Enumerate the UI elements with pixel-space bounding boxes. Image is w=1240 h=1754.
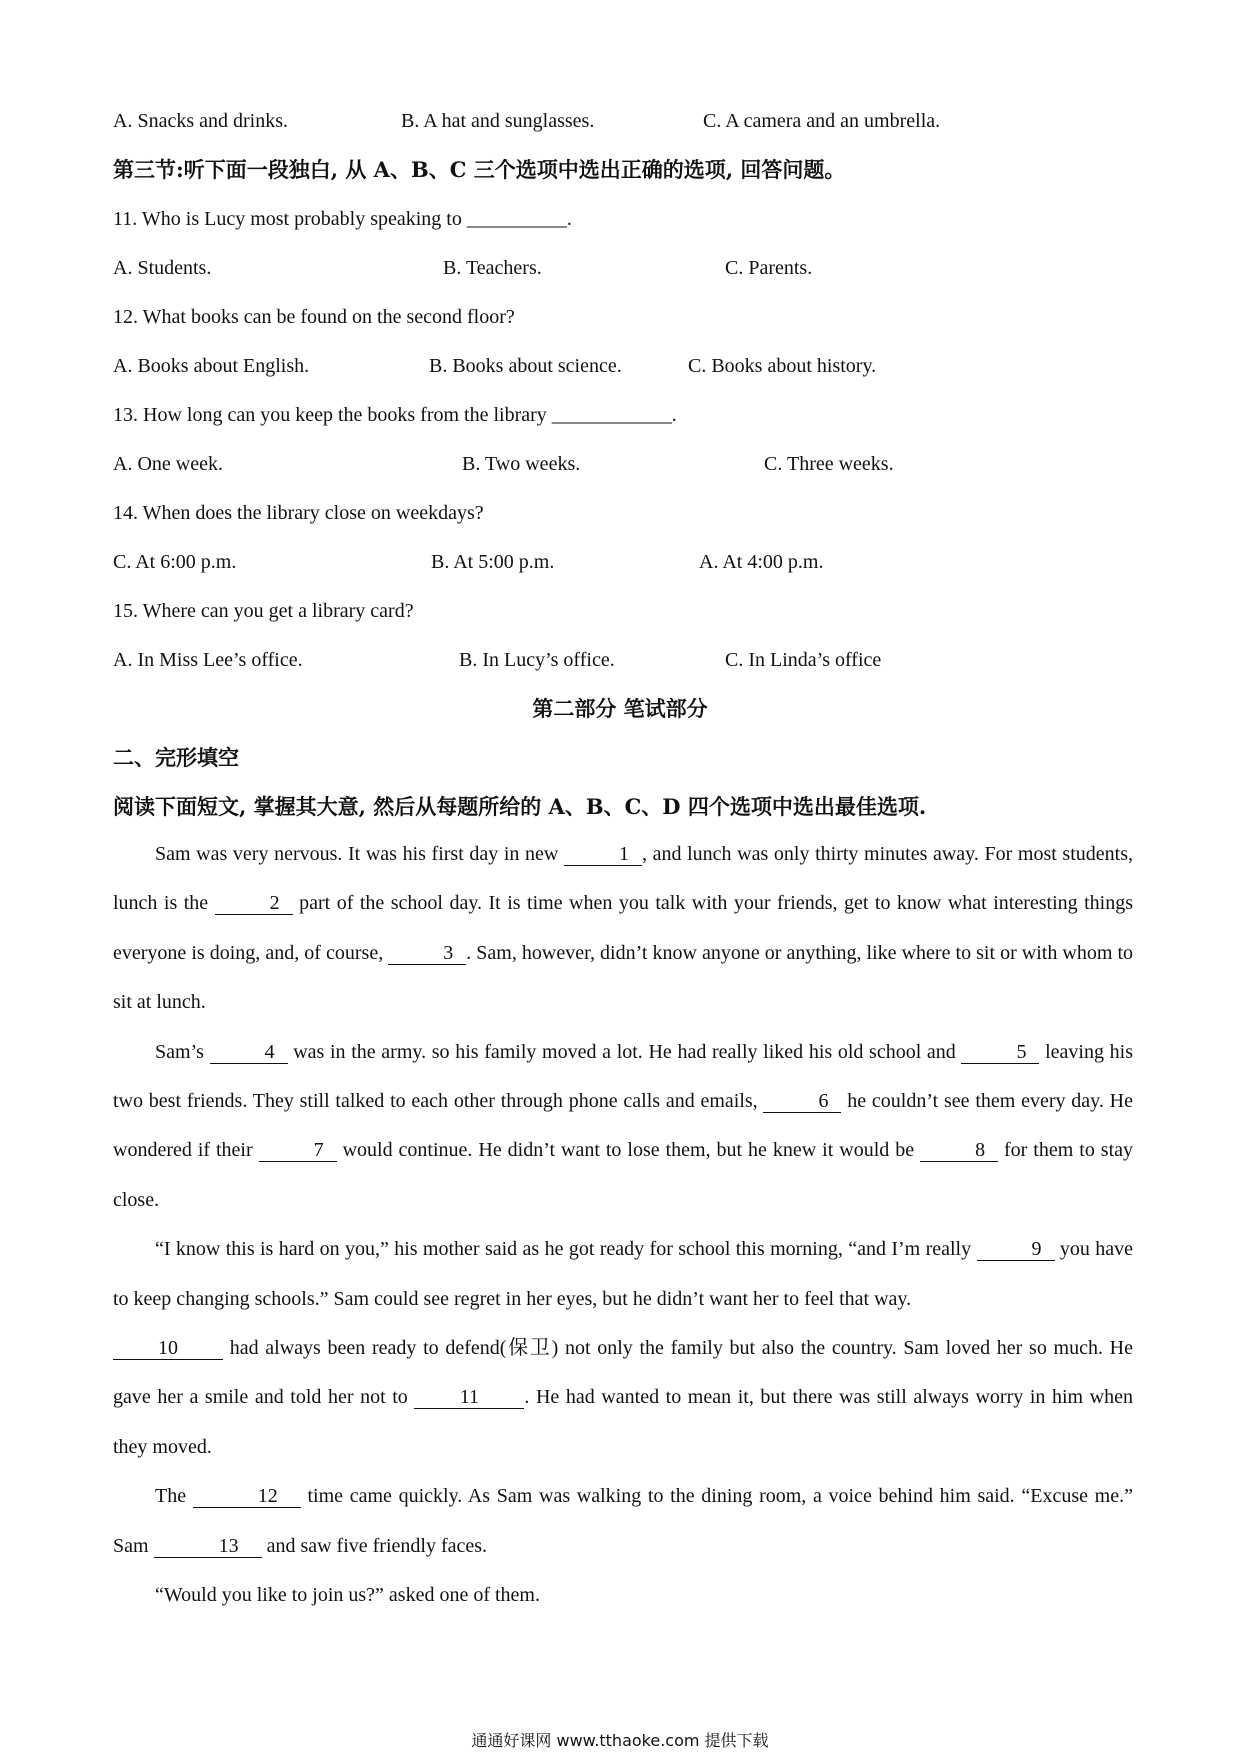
passage-paragraph-4	[113, 1324, 1133, 1472]
option: B. Books about science.	[429, 355, 622, 377]
question-11: 11. Who is Lucy most probably speaking to __________.	[113, 208, 572, 230]
part2-title: 第二部分 笔试部分	[532, 696, 708, 721]
cloze-blank-2: 2	[215, 892, 293, 915]
question-15: 15. Where can you get a library card?	[113, 600, 414, 622]
passage-paragraph-2	[113, 1028, 1133, 1226]
question-14: 14. When does the library close on weekdays?	[113, 502, 484, 524]
question-13: 13. How long can you keep the books from the library ____________.	[113, 404, 677, 426]
passage-text: The	[155, 1485, 193, 1508]
option: A. Books about English.	[113, 355, 310, 377]
cloze-blank-1: 1	[564, 843, 642, 866]
cloze-blank-4: 4	[210, 1041, 288, 1064]
option: B. In Lucy’s office.	[459, 649, 615, 671]
option: A. In Miss Lee’s office.	[113, 649, 303, 671]
cloze-blank-7: 7	[259, 1139, 337, 1162]
passage-text: . He had wanted to mean it, but there was still always worry in him when they moved.	[113, 1386, 1133, 1458]
cloze-blank-9: 9	[977, 1238, 1055, 1261]
passage-paragraph-3	[113, 1225, 1133, 1324]
cloze-blank-12: 12	[193, 1485, 301, 1508]
passage-text: Sam was very nervous. It was his first day in new	[155, 843, 564, 865]
passage-text: . Sam, however, didn’t know anyone or anything, like where to sit or with whom to sit at lunch.	[113, 941, 1134, 1014]
cloze-blank-8: 8	[920, 1139, 998, 1162]
passage-text: , and lunch was only thirty minutes away. For most students, lunch is the	[113, 843, 1133, 915]
option: B. At 5:00 p.m.	[431, 551, 555, 573]
option: C. At 6:00 p.m.	[113, 551, 237, 573]
cloze-instruction: 阅读下面短文, 掌握其大意, 然后从每题所给的 A、B、C、D 四个选项中选出最佳选项.	[113, 794, 927, 819]
passage-paragraph-1	[113, 830, 1133, 1028]
option: A. Snacks and drinks.	[113, 110, 288, 132]
option: B. Teachers.	[443, 257, 542, 279]
cloze-heading: 二、完形填空	[113, 745, 239, 770]
section3-heading: 第三节:听下面一段独白, 从 A、B、C 三个选项中选出正确的选项, 回答问题。	[113, 157, 846, 182]
cloze-blank-3: 3	[388, 942, 466, 965]
passage-paragraph-6	[113, 1571, 1133, 1620]
cloze-blank-11: 11	[414, 1386, 524, 1409]
passage-text: would continue. He didn’t want to lose them, but he knew it would be	[336, 1139, 921, 1162]
passage-text: you have to keep changing schools.” Sam could see regret in her eyes, but he didn’t want her to feel that way.	[113, 1238, 1133, 1310]
option: C. Three weeks.	[764, 453, 894, 475]
passage-text: was in the army. so his family moved a lot. He had really liked his old school and	[287, 1040, 962, 1063]
option: C. Parents.	[725, 257, 813, 279]
passage-text: time came quickly. As Sam was walking to the dining room, a voice behind him said. “Excuse me.” Sam	[113, 1485, 1133, 1557]
cloze-blank-5: 5	[961, 1041, 1039, 1064]
passage-text: “Would you like to join us?” asked one of them.	[155, 1584, 540, 1607]
cloze-blank-10: 10	[113, 1337, 223, 1360]
cloze-blank-13: 13	[154, 1535, 262, 1558]
passage-text: part of the school day. It is time when you talk with your friends, get to know what interesting things everyone is doing, and, of course,	[113, 892, 1134, 964]
page-footer: 通通好课网 www.tthaoke.com 提供下载	[471, 1731, 769, 1750]
option: C. A camera and an umbrella.	[703, 110, 941, 132]
option: C. In Linda’s office	[725, 649, 882, 671]
option: B. A hat and sunglasses.	[401, 110, 595, 132]
passage-text: leaving his two best friends. They still talked to each other through phone calls and emails,	[113, 1040, 1133, 1113]
passage-text: Sam’s	[155, 1040, 210, 1063]
option: B. Two weeks.	[462, 453, 581, 475]
option: A. Students.	[113, 257, 212, 279]
passage-text: had always been ready to defend(保卫) not only the family but also the country. Sam loved her so much. He gave her a smile and told her not to	[113, 1337, 1133, 1409]
option: A. At 4:00 p.m.	[699, 551, 824, 573]
passage-text: and saw five friendly faces.	[261, 1534, 488, 1557]
question-12: 12. What books can be found on the second floor?	[113, 306, 515, 328]
passage-text: he couldn’t see them every day. He wondered if their	[113, 1090, 1133, 1162]
option: C. Books about history.	[688, 355, 877, 377]
cloze-passage	[113, 830, 1133, 1621]
cloze-blank-6: 6	[763, 1090, 841, 1113]
passage-text: “I know this is hard on you,” his mother said as he got ready for school this morning, “and I’m really	[155, 1238, 977, 1261]
option: A. One week.	[113, 453, 223, 475]
passage-paragraph-5	[113, 1472, 1133, 1571]
passage-text: for them to stay close.	[113, 1139, 1133, 1211]
